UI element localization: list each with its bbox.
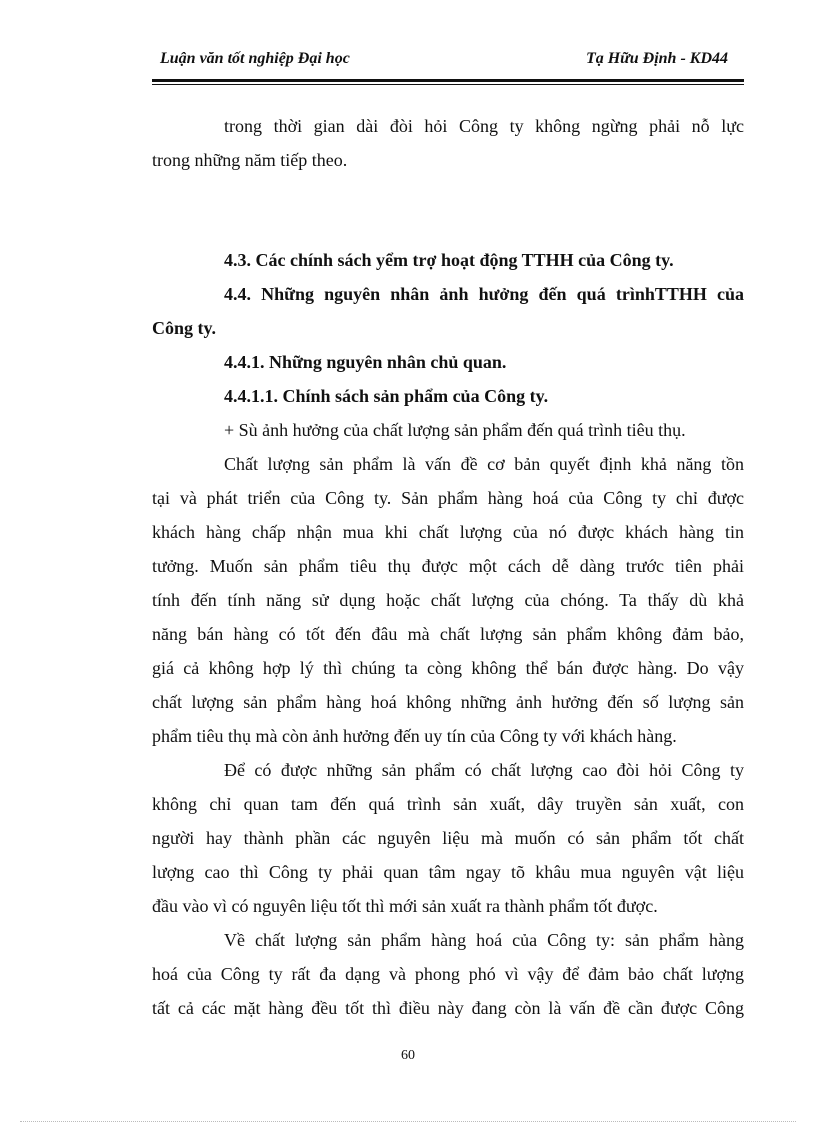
page-bottom-divider [20,1121,796,1122]
paragraph-line: người hay thành phần các nguyên liệu mà muốn có sản phẩm tốt chất [152,828,744,848]
header-thesis-title: Luận văn tốt nghiệp Đại học [160,50,350,67]
page-number: 60 [401,1048,415,1063]
paragraph-line: đầu vào vì có nguyên liệu tốt thì mới sản xuất ra thành phẩm tốt được. [152,896,658,916]
header-rule-thick [152,79,744,82]
header-rule-thin [152,84,744,85]
paragraph-line: trong những năm tiếp theo. [152,150,348,170]
paragraph-line: tại và phát triển của Công ty. Sản phẩm hàng hoá của Công ty chỉ được [152,488,744,508]
section-heading-4-4: 4.4. Những nguyên nhân ảnh hưởng đến quá trìnhTTHH của [224,284,744,304]
paragraph-line: phẩm tiêu thụ mà còn ảnh hưởng đến uy tín của Công ty với khách hàng. [152,726,677,746]
paragraph-line: hoá của Công ty rất đa dạng và phong phó vì vậy để đảm bảo chất lượng [152,964,744,984]
section-heading-4-4-1: 4.4.1. Những nguyên nhân chủ quan. [224,352,507,372]
page-header [152,50,744,76]
page-body [152,109,744,1025]
section-heading-4-4-1-1: 4.4.1.1. Chính sách sản phẩm của Công ty. [224,386,549,406]
paragraph-line: lượng cao thì Công ty phải quan tâm ngay tõ khâu mua nguyên vật liệu [152,862,744,882]
paragraph-line: khách hàng chấp nhận mua khi chất lượng của nó được khách hàng tin [152,522,744,542]
paragraph-line: Chất lượng sản phẩm là vấn đề cơ bản quyết định khả năng tồn [224,454,744,474]
paragraph-line: tất cả các mặt hàng đều tốt thì điều này đang còn là vấn đề cần được Công [152,998,744,1018]
paragraph-line: không chỉ quan tam đến quá trình sản xuất, dây truyền sản xuất, con [152,794,744,814]
section-heading-4-4-cont: Công ty. [152,318,217,338]
paragraph-line: năng bán hàng có tốt đến đâu mà chất lượng sản phẩm không đảm bảo, [152,624,744,644]
paragraph-line: Về chất lượng sản phẩm hàng hoá của Công ty: sản phẩm hàng [224,930,744,950]
bullet-line: + Sù ảnh hưởng của chất lượng sản phẩm đến quá trình tiêu thụ. [224,420,686,440]
header-author: Tạ Hữu Định - KD44 [585,50,728,67]
paragraph-line: tính đến tính năng sử dụng hoặc chất lượng của chóng. Ta thấy dù khả [152,590,744,610]
paragraph-line: chất lượng sản phẩm hàng hoá không những ảnh hưởng đến số lượng sản [152,692,744,712]
paragraph-line: trong thời gian dài đòi hỏi Công ty không ngừng phải nỗ lực [224,116,744,136]
paragraph-line: Để có được những sản phẩm có chất lượng cao đòi hỏi Công ty [224,760,744,780]
section-heading-4-3: 4.3. Các chính sách yểm trợ hoạt động TTHH của Công ty. [224,250,674,270]
paragraph-line: giá cả không hợp lý thì chúng ta còng không thể bán được hàng. Do vậy [152,658,744,678]
paragraph-line: tưởng. Muốn sản phẩm tiêu thụ được một cách dễ dàng trước tiên phải [152,556,744,576]
